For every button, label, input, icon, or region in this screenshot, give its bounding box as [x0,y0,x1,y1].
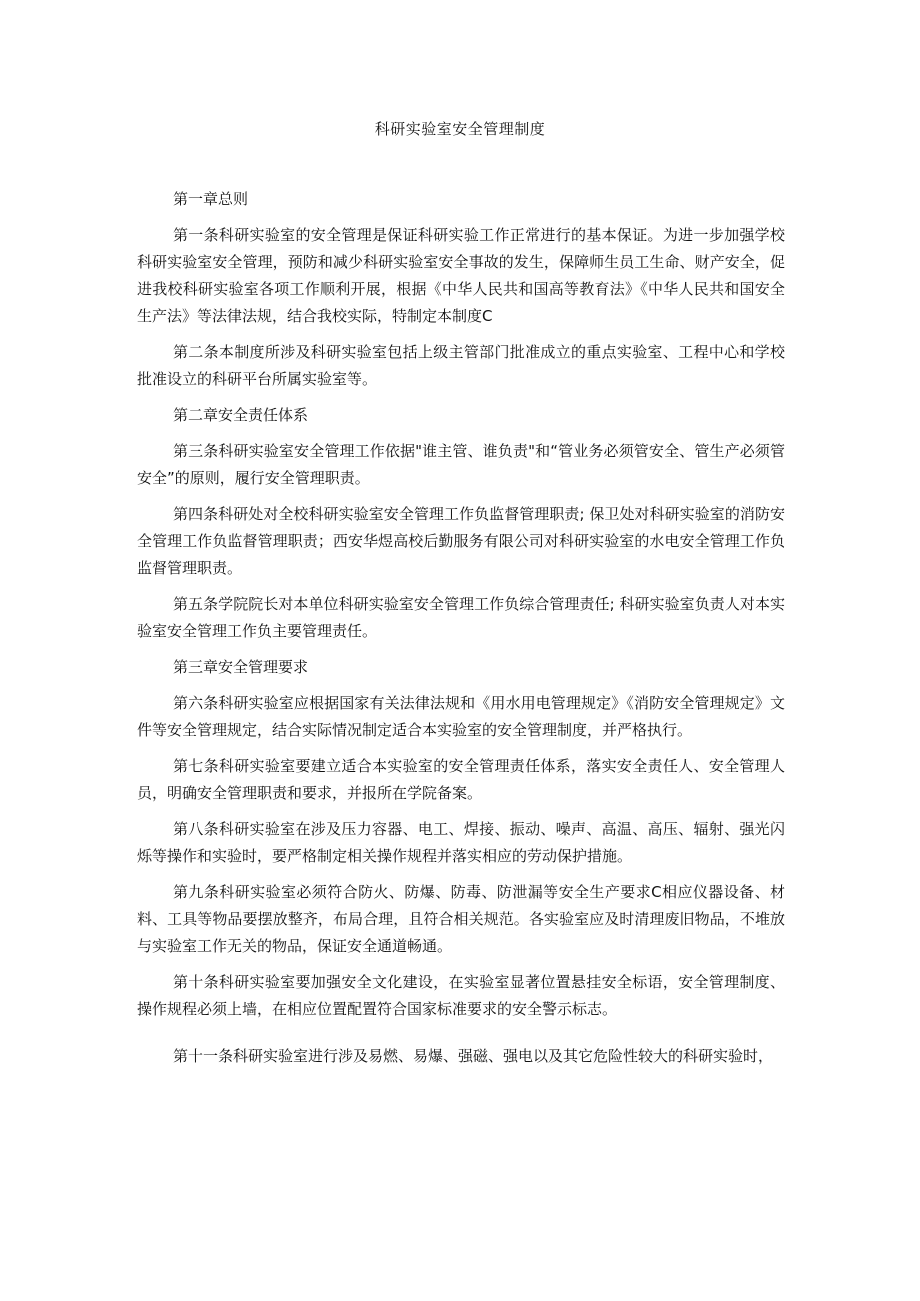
article-paragraph: 第五条学院院长对本单位科研实验室安全管理工作负综合管理责任; 科研实验室负责人对本实验室安全管理工作负主要管理责任。 [137,595,785,640]
article-paragraph: 第一条科研实验室的安全管理是保证科研实验工作正常进行的基本保证。为进一步加强学校科研实验室安全管理，预防和减少科研实验室安全事故的发生，保障师生员工生命、财产安全，促进我校科研实验室各项工作顺利开展，根据《中华人民共和国高等教育法》《中华人民共和国安全生产法》等法律法规，结合我校实际，特制定本制度C [137,226,785,325]
article-paragraph: 第二条本制度所涉及科研实验室包括上级主管部门批准成立的重点实验室、工程中心和学校批准设立的科研平台所属实验室等。 [137,343,785,388]
article-paragraph: 第六条科研实验室应根据国家有关法律法规和《用水用电管理规定》《消防安全管理规定》文件等安全管理规定，结合实际情况制定适合本实验室的安全管理制度，并严格执行。 [137,694,785,739]
article-paragraph: 第三条科研实验室安全管理工作依据"谁主管、谁负责"和“管业务必须管安全、管生产必须管安全”的原则，履行安全管理职责。 [137,442,785,487]
chapter-heading: 第一章总则 [173,190,249,208]
article-paragraph: 第十条科研实验室要加强安全文化建设，在实验室显著位置悬挂安全标语，安全管理制度、操作规程必须上墙，在相应位置配置符合国家标准要求的安全警示标志。 [137,973,785,1018]
article-paragraph: 第四条科研处对全校科研实验室安全管理工作负监督管理职责; 保卫处对科研实验室的消防安全管理工作负监督管理职责；西安华煜高校后勤服务有限公司对科研实验室的水电安全管理工作负监督管理职责。 [137,505,785,577]
article-paragraph: 第九条科研实验室必须符合防火、防爆、防毒、防泄漏等安全生产要求C相应仪器设备、材料、工具等物品要摆放整齐，布局合理，且符合相关规范。各实验室应及时清理废旧物品，不堆放与实验室工作无关的物品，保证安全通道畅通。 [137,883,785,955]
document-title: 科研实验室安全管理制度 [374,120,546,138]
chapter-heading: 第二章安全责任体系 [173,406,309,424]
article-paragraph: 第八条科研实验室在涉及压力容器、电工、焊接、振动、噪声、高温、高压、辐射、强光闪烁等操作和实验时，要严格制定相关操作规程并落实相应的劳动保护措施。 [137,820,785,865]
chapter-heading: 第三章安全管理要求 [173,658,309,676]
article-paragraph: 第七条科研实验室要建立适合本实验室的安全管理责任体系，落实安全责任人、安全管理人员，明确安全管理职责和要求，并报所在学院备案。 [137,757,785,802]
article-paragraph: 第十一条科研实验室进行涉及易燃、易爆、强磁、强电以及其它危险性较大的科研实验时， [173,1047,774,1065]
document-body [137,186,785,1079]
